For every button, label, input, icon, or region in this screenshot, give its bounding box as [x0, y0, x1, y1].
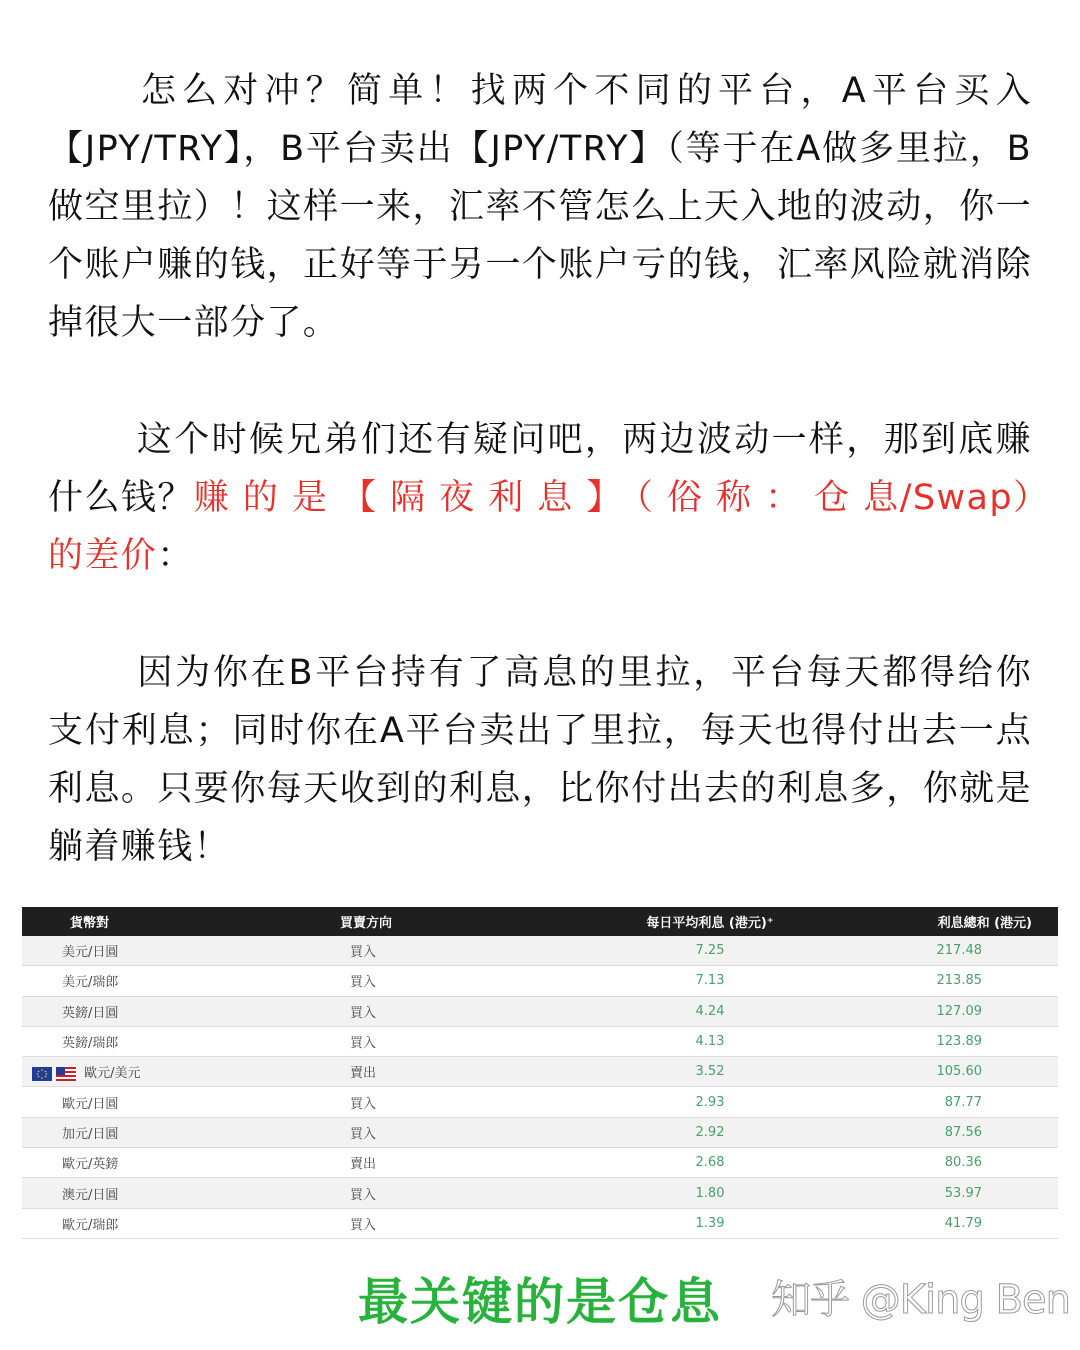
- total-cell: 53.97: [820, 1178, 1058, 1208]
- table-header-row: [22, 907, 1058, 936]
- daily-cell: 7.25: [600, 936, 820, 966]
- pair-cell: 加元/日圓: [22, 1117, 260, 1147]
- total-cell: 87.56: [820, 1117, 1058, 1147]
- table-row: [22, 996, 1058, 1026]
- daily-cell: 7.13: [600, 966, 820, 996]
- total-cell: 105.60: [820, 1057, 1058, 1087]
- highlight-swap-difference: 息/Swap）的差价: [48, 478, 1032, 576]
- daily-cell: 2.92: [600, 1117, 820, 1147]
- watermark: 知乎 @King Ben: [771, 1277, 1070, 1323]
- paragraph-question-text: 这个时候兄弟们还有疑问吧，两边波动一样，那到底赚什么钱？: [48, 420, 1032, 518]
- table-row: [22, 1117, 1058, 1147]
- pair-cell: [22, 1057, 260, 1087]
- total-cell: 87.77: [820, 1087, 1058, 1117]
- table-row: [22, 936, 1058, 966]
- direction-cell: 買入: [260, 1026, 600, 1056]
- daily-cell: 2.93: [600, 1087, 820, 1117]
- paragraph-hedging-text: 怎么对冲？简单！找两个不同的平台，A平台买入【JPY/TRY】，B平台卖出【JPY/TRY】（等于在A做多里拉，B做空里拉）！这样一来，汇率不管怎么上天入地的波动，你一个账户赚的钱，正好等于另一个账户亏的钱，汇率风险就消除掉很大一部分了。: [48, 71, 1032, 343]
- direction-cell: 賣出: [260, 1148, 600, 1178]
- table-row: [22, 1178, 1058, 1208]
- header-direction: 買賣方向: [260, 907, 600, 936]
- pair-cell: 歐元/英鎊: [22, 1148, 260, 1178]
- paragraph-question-colon: ：: [157, 536, 194, 576]
- table-row: [22, 1057, 1058, 1087]
- paragraph-question: [48, 411, 1032, 585]
- table-row: [22, 966, 1058, 996]
- header-total-interest: 利息總和 (港元): [820, 907, 1058, 936]
- pair-cell: 美元/日圓: [22, 936, 260, 966]
- daily-cell: 3.52: [600, 1057, 820, 1087]
- table-row: [22, 1148, 1058, 1178]
- pair-cell: 美元/瑞郎: [22, 966, 260, 996]
- paragraph-interest-text: 因为你在B平台持有了高息的里拉，平台每天都得给你支付利息；同时你在A平台卖出了里拉，每天也得付出去一点利息。只要你每天收到的利息，比你付出去的利息多，你就是躺着赚钱！: [48, 653, 1032, 867]
- caption-key-point: 最关键的是仓息: [358, 1273, 722, 1331]
- total-cell: 217.48: [820, 936, 1058, 966]
- paragraph-hedging: [48, 62, 1032, 352]
- interest-table: [22, 907, 1058, 1239]
- us-flag-icon: [56, 1067, 76, 1081]
- table-row: [22, 1026, 1058, 1056]
- eu-flag-icon: [32, 1067, 52, 1081]
- daily-cell: 1.80: [600, 1178, 820, 1208]
- paragraph-interest: [48, 644, 1032, 876]
- daily-cell: 2.68: [600, 1148, 820, 1178]
- table-row: [22, 1208, 1058, 1238]
- pair-cell: 澳元/日圓: [22, 1178, 260, 1208]
- total-cell: 80.36: [820, 1148, 1058, 1178]
- direction-cell: 買入: [260, 1178, 600, 1208]
- total-cell: 213.85: [820, 966, 1058, 996]
- highlight-overnight-interest: 赚的是【隔夜利息】（俗称：仓: [193, 478, 864, 518]
- direction-cell: 買入: [260, 1087, 600, 1117]
- total-cell: 127.09: [820, 996, 1058, 1026]
- pair-cell: 歐元/瑞郎: [22, 1208, 260, 1238]
- pair-cell-text: 歐元/美元: [84, 1066, 141, 1082]
- total-cell: 123.89: [820, 1026, 1058, 1056]
- daily-cell: 4.24: [600, 996, 820, 1026]
- direction-cell: 買入: [260, 936, 600, 966]
- daily-cell: 4.13: [600, 1026, 820, 1056]
- table-row: [22, 1087, 1058, 1117]
- header-daily-interest: 每日平均利息 (港元)⁺: [600, 907, 820, 936]
- direction-cell: 賣出: [260, 1057, 600, 1087]
- daily-cell: 1.39: [600, 1208, 820, 1238]
- direction-cell: 買入: [260, 966, 600, 996]
- direction-cell: 買入: [260, 996, 600, 1026]
- direction-cell: 買入: [260, 1117, 600, 1147]
- pair-cell: 歐元/日圓: [22, 1087, 260, 1117]
- header-pair: 貨幣對: [22, 907, 260, 936]
- pair-cell: 英鎊/日圓: [22, 996, 260, 1026]
- total-cell: 41.79: [820, 1208, 1058, 1238]
- direction-cell: 買入: [260, 1208, 600, 1238]
- pair-cell: 英鎊/瑞郎: [22, 1026, 260, 1056]
- eu-us-flags: [32, 1066, 76, 1081]
